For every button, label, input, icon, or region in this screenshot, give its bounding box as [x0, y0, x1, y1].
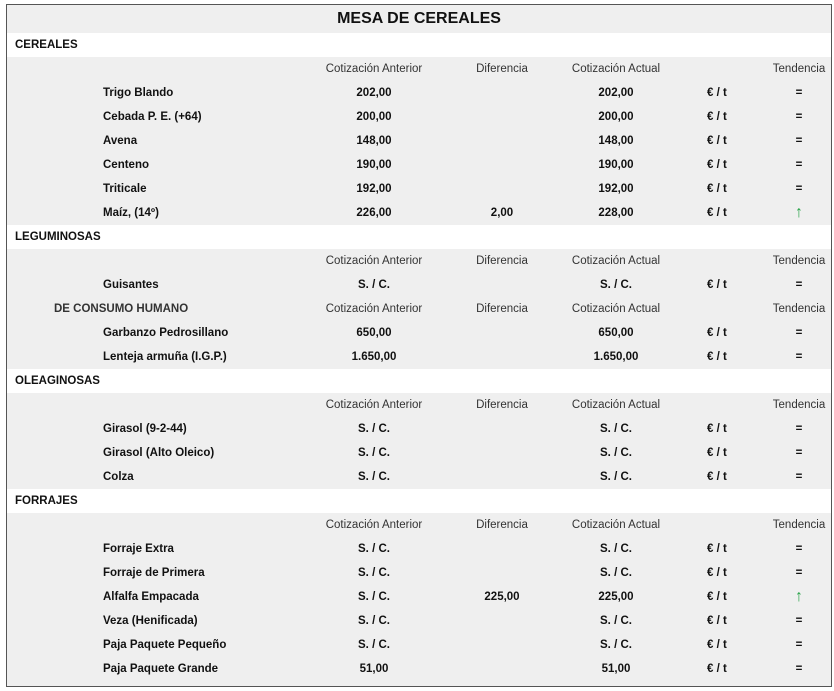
header-actual: Cotización Actual — [571, 519, 661, 531]
price-anterior: 192,00 — [356, 183, 392, 195]
header-diferencia: Diferencia — [476, 255, 528, 267]
header-actual: Cotización Actual — [571, 303, 661, 315]
price-actual: 202,00 — [598, 87, 634, 99]
header-anterior: Cotización Anterior — [325, 519, 423, 531]
table-row — [7, 465, 831, 489]
price-anterior: S. / C. — [358, 615, 390, 627]
header-tendencia: Tendencia — [772, 519, 826, 531]
unit-label: € / t — [707, 663, 727, 675]
trend-equal-icon: = — [795, 615, 803, 627]
trend-equal-icon: = — [795, 447, 803, 459]
trend-equal-icon: = — [795, 639, 803, 651]
product-name: Triticale — [103, 183, 147, 195]
price-actual: S. / C. — [600, 279, 632, 291]
price-diferencia: 2,00 — [490, 207, 514, 219]
trend-equal-icon: = — [795, 471, 803, 483]
table-row — [7, 585, 831, 609]
price-actual: 190,00 — [598, 159, 634, 171]
unit-label: € / t — [707, 567, 727, 579]
subsection-header-row — [7, 297, 831, 321]
trend-equal-icon: = — [795, 663, 803, 675]
unit-label: € / t — [707, 447, 727, 459]
price-actual: S. / C. — [600, 471, 632, 483]
table-row — [7, 177, 831, 201]
unit-label: € / t — [707, 111, 727, 123]
product-name: Avena — [103, 135, 138, 147]
trend-up-arrow-icon: ↑ — [795, 204, 803, 221]
price-anterior: S. / C. — [358, 447, 390, 459]
price-actual: 51,00 — [601, 663, 631, 675]
column-header-row — [7, 513, 831, 537]
table-row — [7, 537, 831, 561]
table-row — [7, 657, 831, 681]
unit-label: € / t — [707, 159, 727, 171]
header-actual: Cotización Actual — [571, 63, 661, 75]
trend-equal-icon: = — [795, 183, 803, 195]
product-name: Forraje Extra — [103, 543, 174, 555]
price-table-sheet — [6, 4, 832, 687]
price-actual: 148,00 — [598, 135, 634, 147]
product-name: Cebada P. E. (+64) — [103, 111, 202, 123]
table-row — [7, 417, 831, 441]
trend-equal-icon: = — [795, 159, 803, 171]
column-header-row — [7, 57, 831, 81]
unit-label: € / t — [707, 327, 727, 339]
unit-label: € / t — [707, 615, 727, 627]
header-anterior: Cotización Anterior — [325, 399, 423, 411]
price-anterior: 190,00 — [356, 159, 392, 171]
price-anterior: 148,00 — [356, 135, 392, 147]
unit-label: € / t — [707, 183, 727, 195]
section-cereales — [7, 33, 831, 57]
price-anterior: S. / C. — [358, 639, 390, 651]
price-diferencia: 225,00 — [484, 591, 520, 603]
trend-equal-icon: = — [795, 135, 803, 147]
price-anterior: S. / C. — [358, 471, 390, 483]
trend-equal-icon: = — [795, 111, 803, 123]
price-actual: 228,00 — [598, 207, 634, 219]
table-row — [7, 633, 831, 657]
header-diferencia: Diferencia — [476, 399, 528, 411]
header-anterior: Cotización Anterior — [325, 63, 423, 75]
price-anterior: S. / C. — [358, 423, 390, 435]
trend-equal-icon: = — [795, 327, 803, 339]
unit-label: € / t — [707, 543, 727, 555]
header-actual: Cotización Actual — [571, 255, 661, 267]
price-anterior: S. / C. — [358, 567, 390, 579]
price-actual: S. / C. — [600, 423, 632, 435]
header-tendencia: Tendencia — [772, 63, 826, 75]
price-actual: 650,00 — [598, 327, 634, 339]
section-label: OLEAGINOSAS — [15, 375, 100, 387]
price-anterior: 226,00 — [356, 207, 392, 219]
section-oleaginosas — [7, 369, 831, 393]
product-name: Paja Paquete Grande — [103, 663, 219, 675]
unit-label: € / t — [707, 351, 727, 363]
price-actual: 225,00 — [598, 591, 634, 603]
price-actual: S. / C. — [600, 639, 632, 651]
price-actual: 200,00 — [598, 111, 634, 123]
header-diferencia: Diferencia — [476, 303, 528, 315]
product-name: Trigo Blando — [103, 87, 174, 99]
column-header-row — [7, 249, 831, 273]
product-name: Girasol (Alto Oleico) — [103, 447, 215, 459]
price-anterior: 51,00 — [359, 663, 389, 675]
price-actual: S. / C. — [600, 567, 632, 579]
unit-label: € / t — [707, 279, 727, 291]
table-row — [7, 321, 831, 345]
header-tendencia: Tendencia — [772, 399, 826, 411]
column-header-row — [7, 393, 831, 417]
trend-equal-icon: = — [795, 567, 803, 579]
header-actual: Cotización Actual — [571, 399, 661, 411]
table-row — [7, 609, 831, 633]
section-leguminosas — [7, 225, 831, 249]
unit-label: € / t — [707, 207, 727, 219]
header-diferencia: Diferencia — [476, 519, 528, 531]
price-actual: S. / C. — [600, 543, 632, 555]
header-anterior: Cotización Anterior — [325, 255, 423, 267]
table-row — [7, 441, 831, 465]
trend-equal-icon: = — [795, 87, 803, 99]
product-name: Maíz, (14º) — [103, 207, 159, 219]
trend-up-arrow-icon: ↑ — [795, 588, 803, 605]
price-anterior: S. / C. — [358, 279, 390, 291]
product-name: Centeno — [103, 159, 149, 171]
unit-label: € / t — [707, 423, 727, 435]
price-actual: 1.650,00 — [593, 351, 639, 363]
trend-equal-icon: = — [795, 543, 803, 555]
product-name: Colza — [103, 471, 134, 483]
product-name: Guisantes — [103, 279, 159, 291]
product-name: Girasol (9-2-44) — [103, 423, 187, 435]
product-name: Garbanzo Pedrosillano — [103, 327, 229, 339]
unit-label: € / t — [707, 639, 727, 651]
table-row — [7, 129, 831, 153]
trend-equal-icon: = — [795, 279, 803, 291]
price-anterior: S. / C. — [358, 543, 390, 555]
price-anterior: 650,00 — [356, 327, 392, 339]
price-anterior: 200,00 — [356, 111, 392, 123]
header-anterior: Cotización Anterior — [325, 303, 423, 315]
product-name: Forraje de Primera — [103, 567, 205, 579]
page-title: MESA DE CEREALES — [7, 5, 831, 33]
price-actual: S. / C. — [600, 447, 632, 459]
price-anterior: S. / C. — [358, 591, 390, 603]
table-row — [7, 105, 831, 129]
table-row — [7, 81, 831, 105]
product-name: Paja Paquete Pequeño — [103, 639, 227, 651]
header-tendencia: Tendencia — [772, 255, 826, 267]
section-label: LEGUMINOSAS — [15, 231, 101, 243]
price-actual: 192,00 — [598, 183, 634, 195]
header-tendencia: Tendencia — [772, 303, 826, 315]
table-row — [7, 201, 831, 225]
trend-equal-icon: = — [795, 351, 803, 363]
price-actual: S. / C. — [600, 615, 632, 627]
product-name: Alfalfa Empacada — [103, 591, 199, 603]
section-forrajes — [7, 489, 831, 513]
section-label: CEREALES — [15, 39, 78, 51]
product-name: Veza (Henificada) — [103, 615, 198, 627]
table-row — [7, 345, 831, 369]
unit-label: € / t — [707, 135, 727, 147]
price-anterior: 202,00 — [356, 87, 392, 99]
section-label: FORRAJES — [15, 495, 78, 507]
price-anterior: 1.650,00 — [351, 351, 397, 363]
unit-label: € / t — [707, 471, 727, 483]
table-row — [7, 153, 831, 177]
table-row — [7, 561, 831, 585]
header-diferencia: Diferencia — [476, 63, 528, 75]
unit-label: € / t — [707, 591, 727, 603]
trend-equal-icon: = — [795, 423, 803, 435]
unit-label: € / t — [707, 87, 727, 99]
subsection-label: DE CONSUMO HUMANO — [54, 303, 189, 315]
product-name: Lenteja armuña (I.G.P.) — [103, 351, 227, 363]
table-row — [7, 273, 831, 297]
